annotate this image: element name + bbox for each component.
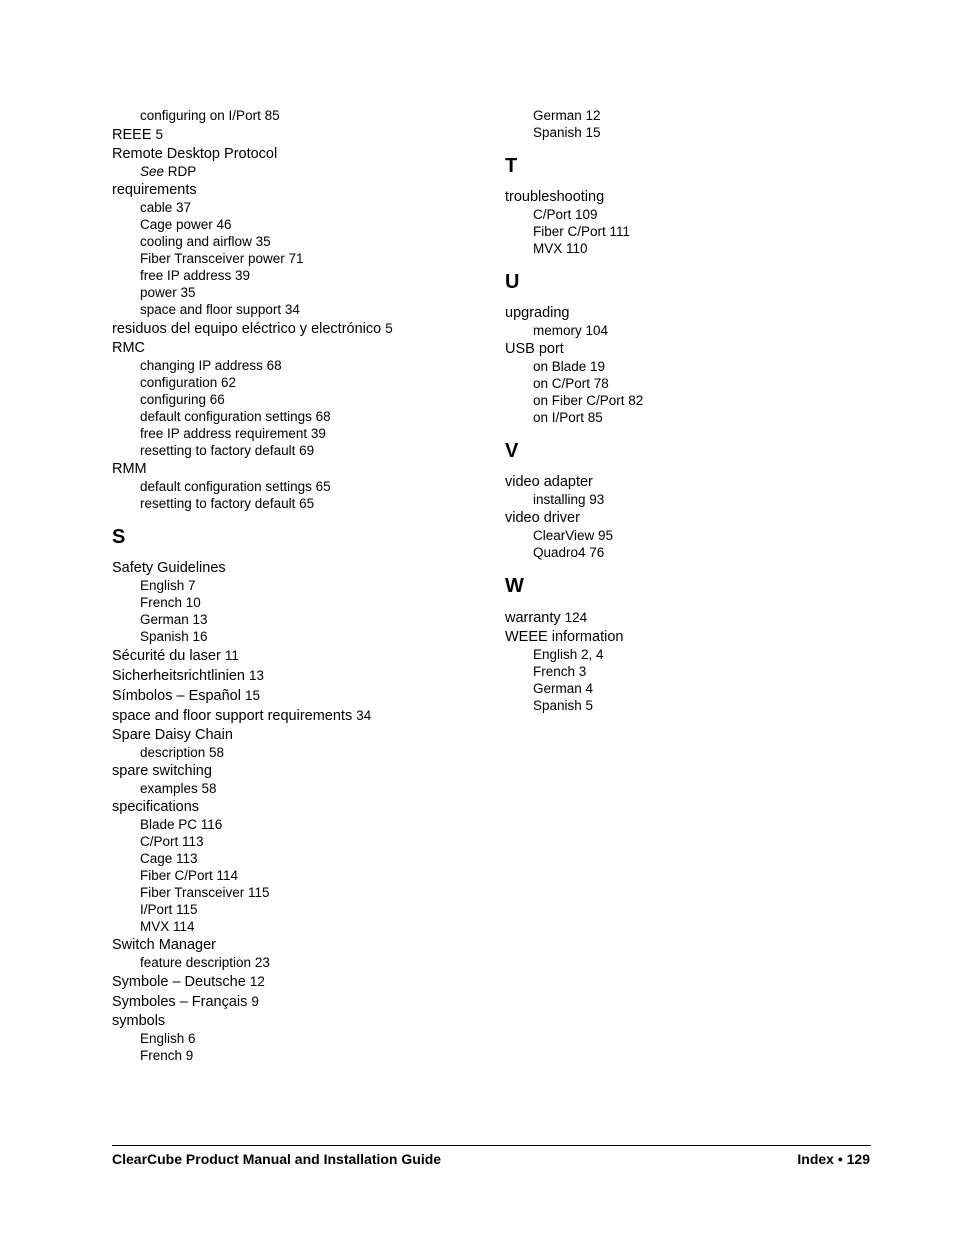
index-subentry: German 12 <box>533 108 601 123</box>
index-subentry: Blade PC 116 <box>140 817 223 832</box>
index-entry-term: troubleshooting <box>505 189 605 205</box>
index-entry-term: WEEE information <box>505 629 624 645</box>
index-entry <box>505 510 870 527</box>
index-column-right <box>505 107 870 714</box>
index-subentry: on Blade 19 <box>533 359 606 374</box>
index-entry <box>112 727 492 744</box>
index-subentry: Cage power 46 <box>140 217 232 232</box>
index-subentry: C/Port 109 <box>533 207 598 222</box>
index-entry <box>505 341 870 358</box>
index-section-letter: V <box>505 440 519 462</box>
index-entry-term: Safety Guidelines <box>112 560 226 576</box>
index-entry-page: 5 <box>385 321 393 336</box>
index-entry <box>112 560 492 577</box>
index-subentry: I/Port 115 <box>140 902 198 917</box>
index-subentry: Quadro4 76 <box>533 545 605 560</box>
index-entry <box>505 474 870 491</box>
index-subentry: cooling and airflow 35 <box>140 234 271 249</box>
index-subentry: default configuration settings 65 <box>140 479 331 494</box>
index-entry-term: REEE <box>112 127 152 143</box>
index-entry <box>112 126 492 144</box>
index-entry <box>112 799 492 816</box>
index-subentry: on Fiber C/Port 82 <box>533 393 644 408</box>
index-subentry: feature description 23 <box>140 955 270 970</box>
index-entry-term: Remote Desktop Protocol <box>112 146 278 162</box>
index-subentry: Spanish 16 <box>140 629 208 644</box>
index-entry-term: Sicherheitsrichtlinien <box>112 668 245 684</box>
index-subentry: MVX 114 <box>140 919 195 934</box>
index-subentry: power 35 <box>140 285 196 300</box>
index-entry <box>112 973 492 991</box>
index-entry-term: spare switching <box>112 763 212 779</box>
index-entry-page: 5 <box>155 127 164 142</box>
index-subentry: installing 93 <box>533 492 605 507</box>
index-entry <box>112 146 492 163</box>
index-subentry: Cage 113 <box>140 851 198 866</box>
footer-title: ClearCube Product Manual and Installation Guide <box>112 1151 442 1167</box>
index-entry-page: 34 <box>356 708 372 723</box>
index-subentry: configuration 62 <box>140 375 237 390</box>
footer-page-number: Index • 129 <box>797 1151 870 1167</box>
index-subentry: French 3 <box>533 664 587 679</box>
index-entry-page: 9 <box>251 994 259 1009</box>
index-entry <box>505 305 870 322</box>
index-section-letter: T <box>505 155 518 177</box>
index-subentry: Spanish 5 <box>533 698 594 713</box>
index-subentry: French 9 <box>140 1048 194 1063</box>
index-subentry-text: RDP <box>167 164 197 179</box>
index-entry <box>505 609 870 627</box>
index-entry-term: warranty <box>505 610 561 626</box>
index-subentry: configuring on I/Port 85 <box>140 108 280 123</box>
index-entry-term: space and floor support requirements <box>112 708 353 724</box>
index-entry <box>112 461 492 478</box>
index-entry-term: requirements <box>112 182 197 198</box>
index-subentry: memory 104 <box>533 323 609 338</box>
index-entry-term: Symboles – Français <box>112 994 248 1010</box>
index-subentry: C/Port 113 <box>140 834 204 849</box>
index-subentry: free IP address 39 <box>140 268 251 283</box>
index-subentry <box>112 163 492 180</box>
index-entry <box>112 707 492 725</box>
index-entry-term: video driver <box>505 510 580 526</box>
index-entry-term: specifications <box>112 799 200 815</box>
index-section-letter: U <box>505 271 520 293</box>
index-entry-term: residuos del equipo eléctrico y electrónico <box>112 321 382 337</box>
index-entry-page: 13 <box>249 668 265 683</box>
index-subentry: examples 58 <box>140 781 217 796</box>
index-subentry: configuring 66 <box>140 392 225 407</box>
index-entry <box>505 189 870 206</box>
index-entry-term: video adapter <box>505 474 593 490</box>
index-section-letter: S <box>112 526 126 548</box>
index-entry <box>112 937 492 954</box>
index-entry-term: USB port <box>505 341 564 357</box>
index-subentry: ClearView 95 <box>533 528 614 543</box>
index-subentry: English 7 <box>140 578 196 593</box>
index-entry <box>112 687 492 705</box>
index-subentry: MVX 110 <box>533 241 588 256</box>
index-subentry: on C/Port 78 <box>533 376 609 391</box>
index-entry <box>112 763 492 780</box>
index-entry <box>112 340 492 357</box>
index-entry-term: RMM <box>112 461 147 477</box>
index-entry <box>112 320 492 338</box>
index-subentry: English 6 <box>140 1031 196 1046</box>
index-subentry: on I/Port 85 <box>533 410 603 425</box>
index-subentry: resetting to factory default 69 <box>140 443 315 458</box>
index-subentry: Fiber C/Port 111 <box>533 224 631 239</box>
index-subentry: Spanish 15 <box>533 125 601 140</box>
footer-rule <box>112 1145 871 1146</box>
index-subentry: Fiber C/Port 114 <box>140 868 239 883</box>
index-entry-page: 124 <box>564 610 588 625</box>
index-entry-term: Symbole – Deutsche <box>112 974 246 990</box>
index-entry-term: Spare Daisy Chain <box>112 727 233 743</box>
index-subentry: German 4 <box>533 681 594 696</box>
index-entry <box>112 667 492 685</box>
index-entry <box>112 993 492 1011</box>
index-entry-term: Símbolos – Español <box>112 688 241 704</box>
index-subentry: changing IP address 68 <box>140 358 282 373</box>
index-entry <box>112 647 492 665</box>
index-subentry: Fiber Transceiver 115 <box>140 885 270 900</box>
index-entry-term: Sécurité du laser <box>112 648 221 664</box>
index-column-left <box>112 107 492 1064</box>
index-entry-term: symbols <box>112 1013 166 1029</box>
index-subentry: description 58 <box>140 745 225 760</box>
index-entry-page: 11 <box>224 648 239 663</box>
index-subentry: Fiber Transceiver power 71 <box>140 251 304 266</box>
index-entry <box>112 182 492 199</box>
index-subentry: default configuration settings 68 <box>140 409 331 424</box>
index-entry <box>112 1013 492 1030</box>
index-subentry: English 2, 4 <box>533 647 604 662</box>
index-subentry: space and floor support 34 <box>140 302 300 317</box>
index-section-letter: W <box>505 575 524 597</box>
index-subentry: German 13 <box>140 612 208 627</box>
index-subentry: resetting to factory default 65 <box>140 496 315 511</box>
index-entry-term: Switch Manager <box>112 937 216 953</box>
index-subentry: free IP address requirement 39 <box>140 426 326 441</box>
index-entry-page: 12 <box>249 974 265 989</box>
index-subentry: cable 37 <box>140 200 192 215</box>
index-entry-page: 15 <box>245 688 261 703</box>
index-entry <box>505 629 870 646</box>
index-subentry: French 10 <box>140 595 201 610</box>
index-entry-term: upgrading <box>505 305 570 321</box>
see-reference: See <box>140 164 165 179</box>
index-entry-term: RMC <box>112 340 146 356</box>
